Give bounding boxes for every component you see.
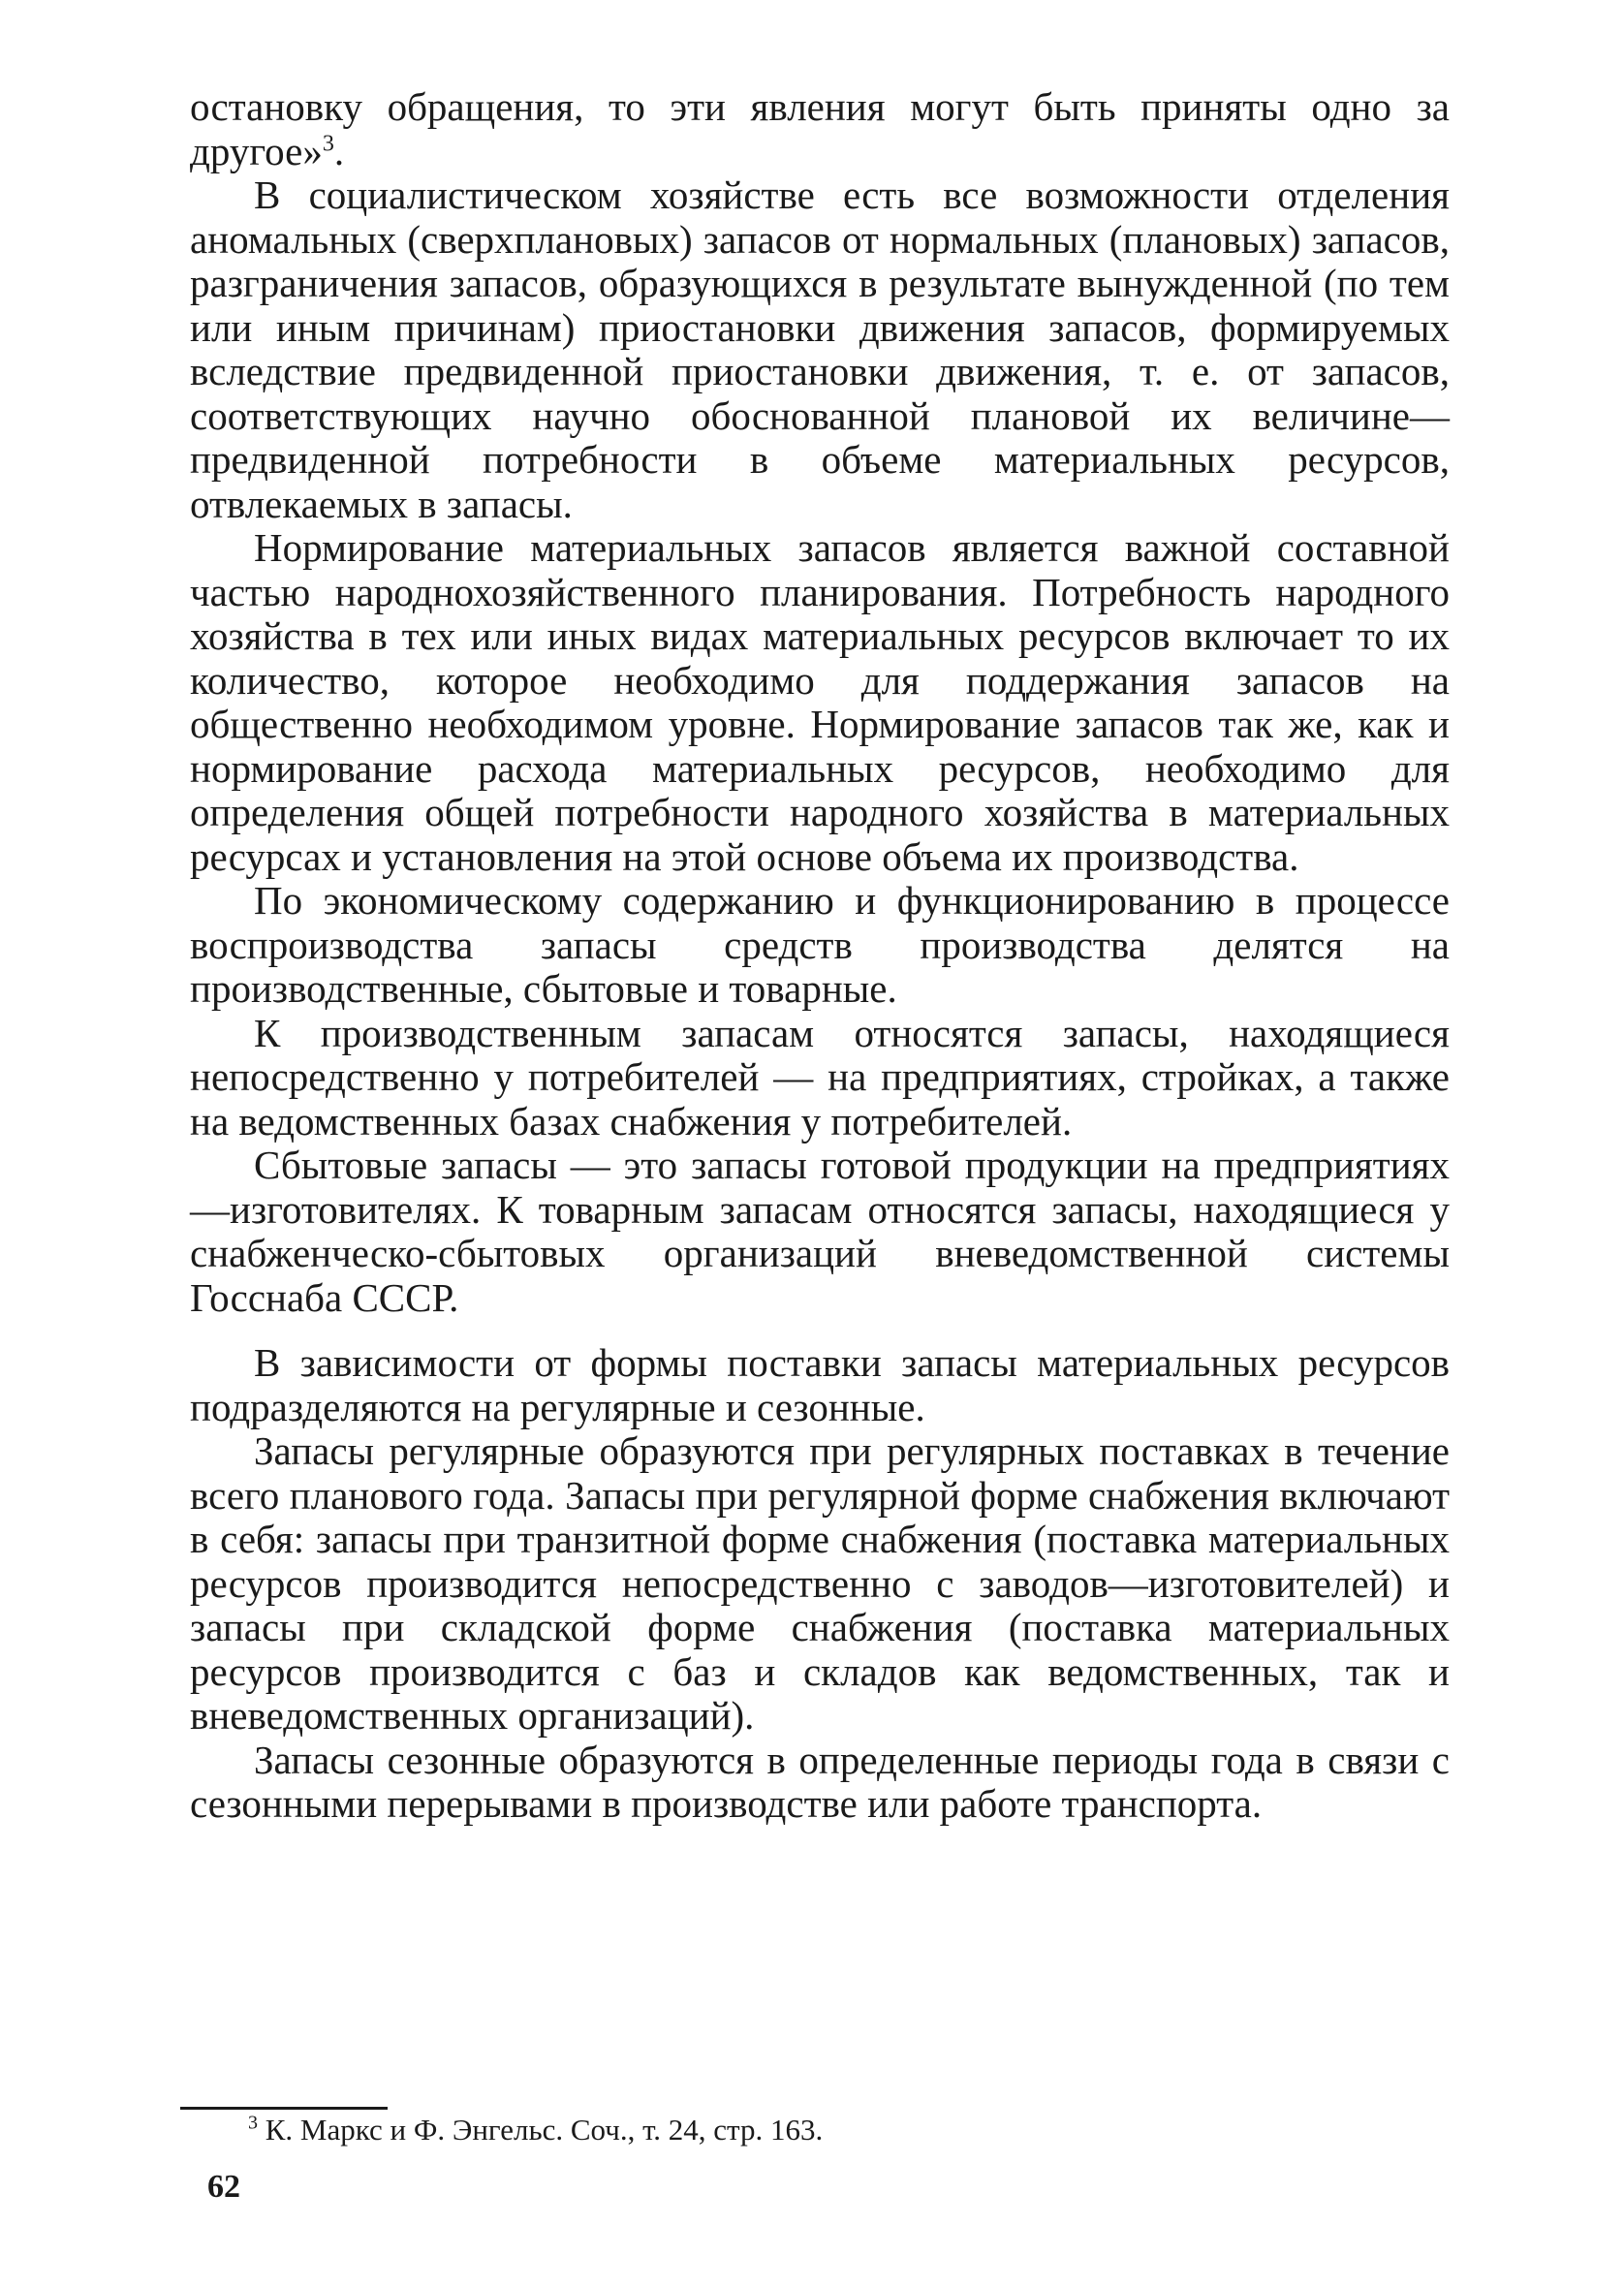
paragraph-tail: . <box>333 128 345 173</box>
paragraph: Запасы сезонные образуются в определенные периоды года в связи с сезонными перерывами в производстве или работе транспорта. <box>190 1737 1450 1826</box>
paragraph: Сбытовые запасы — это запасы готовой продукции на предприятиях—изготовителях. К товарным запасам относятся запасы, находящиеся у снабженческо-сбытовых организаций вневедомственной системы Госснаба СССР. <box>190 1143 1450 1320</box>
paragraph: Запасы регулярные образуются при регулярных поставках в течение всего планового года. Запасы при регулярной форме снабжения включают в себя: запасы при транзитной форме снабжения (поставка материальных ресурсов производится непосредственно с заводов—изготовителей) и запасы при складской форме снабжения (поставка материальных ресурсов производится с баз и складов как ведомственных, так и вневедомственных организаций). <box>190 1428 1450 1738</box>
paragraph: В зависимости от формы поставки запасы материальных ресурсов подразделяются на регулярные и сезонные. <box>190 1340 1450 1429</box>
paragraph-text: остановку обращения, то эти явления могут быть приняты одно за другое» <box>190 84 1450 173</box>
paragraph: По экономическому содержанию и функционированию в процессе воспроизводства запасы средств производства делятся на производственные, сбытовые и товарные. <box>190 878 1450 1011</box>
paragraph: Нормирование материальных запасов является важной составной частью народнохозяйственного планирования. Потребность народного хозяйства в тех или иных видах материальных ресурсов включает то их количество, которое необходимо для поддержания запасов на общественно необходимом уровне. Нормирование запасов так же, как и нормирование расхода материальных ресурсов, необходимо для определения общей потребности народного хозяйства в материальных ресурсах и установления на этой основе объема их производства. <box>190 525 1450 879</box>
page-body <box>190 85 1450 1827</box>
footnote <box>248 2111 823 2149</box>
footnote-marker: 3 <box>248 2112 258 2134</box>
page-number: 62 <box>207 2169 240 2205</box>
footnote-text: К. Маркс и Ф. Энгельс. Соч., т. 24, стр. 163. <box>265 2113 824 2147</box>
footnote-divider <box>180 2107 388 2110</box>
paragraph: В социалистическом хозяйстве есть все возможности отделения аномальных (сверхплановых) запасов от нормальных (плановых) запасов, разграничения запасов, образующихся в результате вынужденной (по тем или иным причинам) приостановки движения запасов, формируемых вследствие предвиденной приостановки движения, т. е. от запасов, соответствующих научно обоснованной плановой их величине—предвиденной потребности в объеме материальных ресурсов, отвлекаемых в запасы. <box>190 172 1450 526</box>
paragraph-continuation <box>190 85 1450 173</box>
paragraph: К производственным запасам относятся запасы, находящиеся непосредственно у потребителей — на предприятиях, стройках, а также на ведомственных базах снабжения у потребителей. <box>190 1010 1450 1144</box>
footnote-reference: 3 <box>322 130 334 156</box>
